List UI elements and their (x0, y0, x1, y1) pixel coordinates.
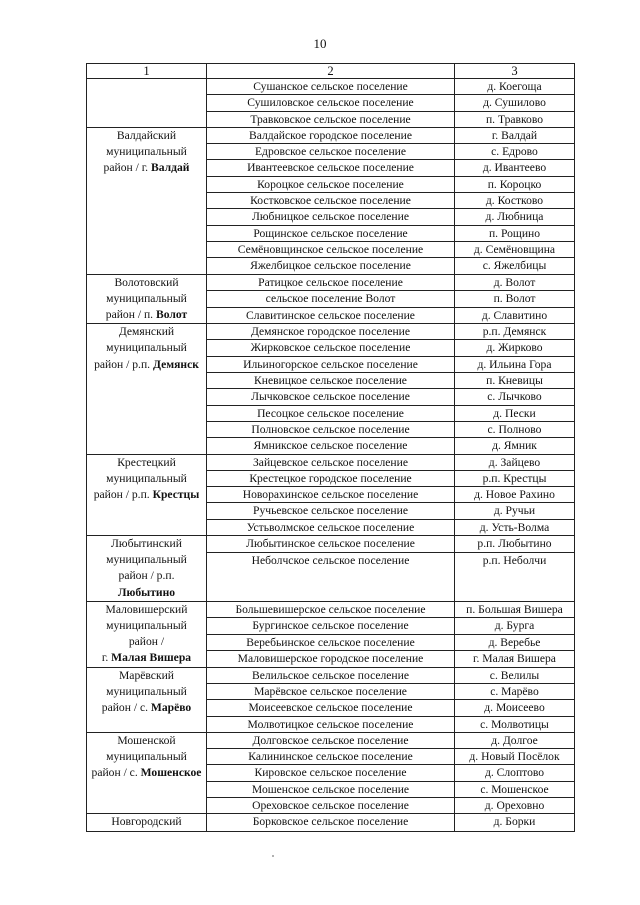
district-name-line: район / п. (105, 307, 154, 321)
settlement-cell: Песоцкое сельское поселение (207, 405, 455, 421)
admin-center-cell: д. Семёновщина (455, 241, 575, 257)
district-cell (87, 732, 207, 813)
district-name-line: район / р.п. (118, 569, 175, 583)
settlement-cell: Ямникское сельское поселение (207, 438, 455, 454)
settlement-cell: Бургинское сельское поселение (207, 618, 455, 634)
admin-center-cell: д. Усть-Волма (455, 519, 575, 535)
district-name-line: Демянский (118, 325, 175, 339)
district-name-line: Валдайский (116, 128, 177, 142)
admin-center-cell: с. Лычково (455, 389, 575, 405)
column-header-2: 2 (207, 64, 455, 79)
district-center-bold: Волот (155, 307, 188, 321)
settlement-cell: Зайцевское сельское поселение (207, 454, 455, 470)
district-name-line: район / с. (101, 701, 148, 715)
settlement-cell: Борковское сельское поселение (207, 814, 455, 831)
settlement-cell: Сушиловское сельское поселение (207, 95, 455, 111)
admin-center-cell: с. Велилы (455, 667, 575, 683)
admin-center-cell: д. Новое Рахино (455, 487, 575, 503)
table-row (87, 454, 575, 470)
admin-center-cell: с. Мошенское (455, 781, 575, 797)
admin-center-cell: п. Волот (455, 291, 575, 308)
admin-center-cell: д. Новый Посёлок (455, 749, 575, 765)
settlement-cell: Веребьинское сельское поселение (207, 634, 455, 650)
admin-center-cell: д. Жирково (455, 340, 575, 356)
admin-center-cell: с. Марёво (455, 683, 575, 699)
district-name-line: Марёвский (119, 668, 174, 682)
settlement-cell: Яжелбицкое сельское поселение (207, 258, 455, 274)
admin-center-cell: д. Коегоща (455, 79, 575, 95)
admin-center-cell: г. Малая Вишера (455, 651, 575, 667)
admin-center-cell: с. Едрово (455, 144, 575, 160)
admin-center-cell: р.п. Неболчи (455, 553, 575, 602)
settlement-cell: Демянское городское поселение (207, 324, 455, 340)
header-row (87, 64, 575, 79)
district-cell (87, 324, 207, 454)
admin-center-cell: р.п. Демянск (455, 324, 575, 340)
table-row (87, 536, 575, 553)
admin-center-cell: р.п. Крестцы (455, 470, 575, 486)
admin-center-cell: д. Борки (455, 814, 575, 831)
district-name-line: муниципальный (106, 553, 187, 567)
settlement-cell: Любытинское сельское поселение (207, 536, 455, 553)
district-cell (87, 814, 207, 831)
settlement-cell: Маловишерское городское поселение (207, 651, 455, 667)
settlement-cell: Марёвское сельское поселение (207, 683, 455, 699)
settlement-cell: Ореховское сельское поселение (207, 798, 455, 814)
admin-center-cell: с. Яжелбицы (455, 258, 575, 274)
settlement-cell: Валдайское городское поселение (207, 127, 455, 143)
district-center-bold: Демянск (152, 357, 199, 371)
admin-center-cell: д. Сушилово (455, 95, 575, 111)
admin-center-cell: п. Короцко (455, 176, 575, 192)
settlement-cell: Короцкое сельское поселение (207, 176, 455, 192)
column-header-1: 1 (87, 64, 207, 79)
settlement-cell: Кировское сельское поселение (207, 765, 455, 781)
district-cell (87, 454, 207, 535)
district-name-line: муниципальный (106, 684, 187, 698)
district-cell (87, 601, 207, 667)
district-name-line: район / р.п. (93, 487, 150, 501)
settlement-cell: Калининское сельское поселение (207, 749, 455, 765)
municipalities-table (86, 63, 575, 832)
district-cell (87, 274, 207, 324)
settlement-cell: Сушанское сельское поселение (207, 79, 455, 95)
district-name-line: муниципальный (106, 291, 187, 305)
settlement-cell: Полновское сельское поселение (207, 421, 455, 437)
settlement-cell: Ручьевское сельское поселение (207, 503, 455, 519)
admin-center-cell: р.п. Любытино (455, 536, 575, 553)
admin-center-cell: д. Ильина Гора (455, 356, 575, 372)
district-cell (87, 79, 207, 128)
settlement-cell: сельское поселение Волот (207, 291, 455, 308)
district-name-line: Маловишерский (105, 602, 188, 616)
district-name-line: г. (101, 651, 109, 665)
district-name-line: район / г. (103, 161, 149, 175)
admin-center-cell: д. Долгое (455, 732, 575, 748)
scan-dot (272, 855, 274, 857)
settlement-cell: Мошенское сельское поселение (207, 781, 455, 797)
admin-center-cell: д. Слоптово (455, 765, 575, 781)
district-cell (87, 667, 207, 732)
admin-center-cell: д. Ручьи (455, 503, 575, 519)
admin-center-cell: п. Кневицы (455, 373, 575, 389)
district-name-line: район / р.п. (94, 357, 151, 371)
district-name-line: район / (128, 635, 165, 649)
table-row (87, 79, 575, 95)
settlement-cell: Костковское сельское поселение (207, 193, 455, 209)
table-row (87, 274, 575, 291)
district-cell (87, 127, 207, 274)
district-name-line: Новгородский (111, 815, 182, 829)
settlement-cell: Молвотицкое сельское поселение (207, 716, 455, 732)
table-row (87, 667, 575, 683)
column-header-3: 3 (455, 64, 575, 79)
settlement-cell: Славитинское сельское поселение (207, 307, 455, 324)
admin-center-cell: с. Молвотицы (455, 716, 575, 732)
admin-center-cell: д. Ивантеево (455, 160, 575, 176)
settlement-cell: Новорахинское сельское поселение (207, 487, 455, 503)
settlement-cell: Жирковское сельское поселение (207, 340, 455, 356)
settlement-cell: Велильское сельское поселение (207, 667, 455, 683)
table-row (87, 814, 575, 831)
admin-center-cell: п. Травково (455, 111, 575, 127)
settlement-cell: Ильиногорское сельское поселение (207, 356, 455, 372)
admin-center-cell: д. Костково (455, 193, 575, 209)
settlement-cell: Устьволмское сельское поселение (207, 519, 455, 535)
admin-center-cell: д. Моисеево (455, 700, 575, 716)
admin-center-cell: д. Любница (455, 209, 575, 225)
district-center-bold: Мошенское (140, 766, 202, 780)
table-row (87, 732, 575, 748)
admin-center-cell: п. Большая Вишера (455, 601, 575, 617)
settlement-cell: Любницкое сельское поселение (207, 209, 455, 225)
settlement-cell: Лычковское сельское поселение (207, 389, 455, 405)
table-row (87, 601, 575, 617)
district-center-bold: Любытино (117, 585, 176, 599)
table-row (87, 324, 575, 340)
district-name-line: муниципальный (106, 619, 187, 633)
district-center-bold: Валдай (150, 161, 190, 175)
district-center-bold: Малая Вишера (111, 651, 192, 665)
settlement-cell: Рощинское сельское поселение (207, 225, 455, 241)
district-cell (87, 536, 207, 602)
settlement-cell: Семёновщинское сельское поселение (207, 241, 455, 257)
settlement-cell: Кневицкое сельское поселение (207, 373, 455, 389)
district-name-line: муниципальный (106, 750, 187, 764)
settlement-cell: Едровское сельское поселение (207, 144, 455, 160)
admin-center-cell: д. Бурга (455, 618, 575, 634)
district-name-line: муниципальный (106, 145, 187, 159)
admin-center-cell: д. Ореховно (455, 798, 575, 814)
district-center-bold: Крестцы (152, 487, 200, 501)
settlement-cell: Моисеевское сельское поселение (207, 700, 455, 716)
admin-center-cell: с. Полново (455, 421, 575, 437)
district-name-line: Любытинский (111, 537, 182, 551)
admin-center-cell: д. Пески (455, 405, 575, 421)
district-name-line: район / с. (91, 766, 138, 780)
district-name-line: муниципальный (106, 471, 187, 485)
settlement-cell: Неболчское сельское поселение (207, 553, 455, 602)
district-name-line: Волотовский (114, 275, 179, 289)
district-name-line: Крестецкий (117, 455, 176, 469)
settlement-cell: Большевишерское сельское поселение (207, 601, 455, 617)
admin-center-cell: д. Славитино (455, 307, 575, 324)
admin-center-cell: д. Зайцево (455, 454, 575, 470)
district-center-bold: Марёво (150, 701, 192, 715)
district-name-line: Мошенской (117, 733, 176, 747)
table-row (87, 127, 575, 143)
settlement-cell: Ивантеевское сельское поселение (207, 160, 455, 176)
admin-center-cell: д. Веребье (455, 634, 575, 650)
settlement-cell: Крестецкое городское поселение (207, 470, 455, 486)
table-body (87, 79, 575, 832)
district-name-line: муниципальный (106, 341, 187, 355)
admin-center-cell: д. Ямник (455, 438, 575, 454)
admin-center-cell: г. Валдай (455, 127, 575, 143)
admin-center-cell: п. Рощино (455, 225, 575, 241)
settlement-cell: Травковское сельское поселение (207, 111, 455, 127)
page-number: 10 (313, 36, 327, 51)
admin-center-cell: д. Волот (455, 274, 575, 291)
settlement-cell: Долговское сельское поселение (207, 732, 455, 748)
settlement-cell: Ратицкое сельское поселение (207, 274, 455, 291)
